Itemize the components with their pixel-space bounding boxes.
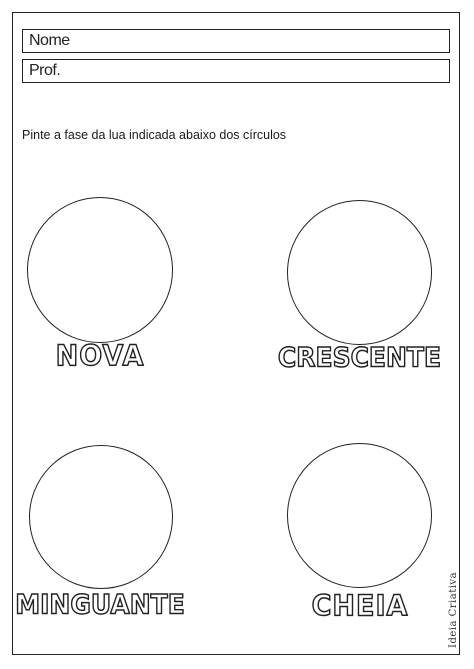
- name-field[interactable]: Nome: [22, 29, 450, 53]
- moon-label-crescente: CRESCENTE: [277, 342, 442, 373]
- moon-label-cheia: CHEIA: [311, 590, 409, 623]
- moon-label-nova: NOVA: [55, 340, 145, 373]
- moon-label-minguante: MINGUANTE: [15, 589, 185, 620]
- prof-field[interactable]: Prof.: [22, 59, 450, 83]
- brand-credit: Ideia Criativa: [448, 571, 459, 648]
- moon-circle-nova[interactable]: [27, 197, 173, 343]
- moon-circle-minguante[interactable]: [29, 445, 173, 589]
- instruction-text: Pinte a fase da lua indicada abaixo dos círculos: [22, 128, 287, 142]
- moon-circle-cheia[interactable]: [287, 443, 432, 588]
- moon-circle-crescente[interactable]: [287, 200, 432, 345]
